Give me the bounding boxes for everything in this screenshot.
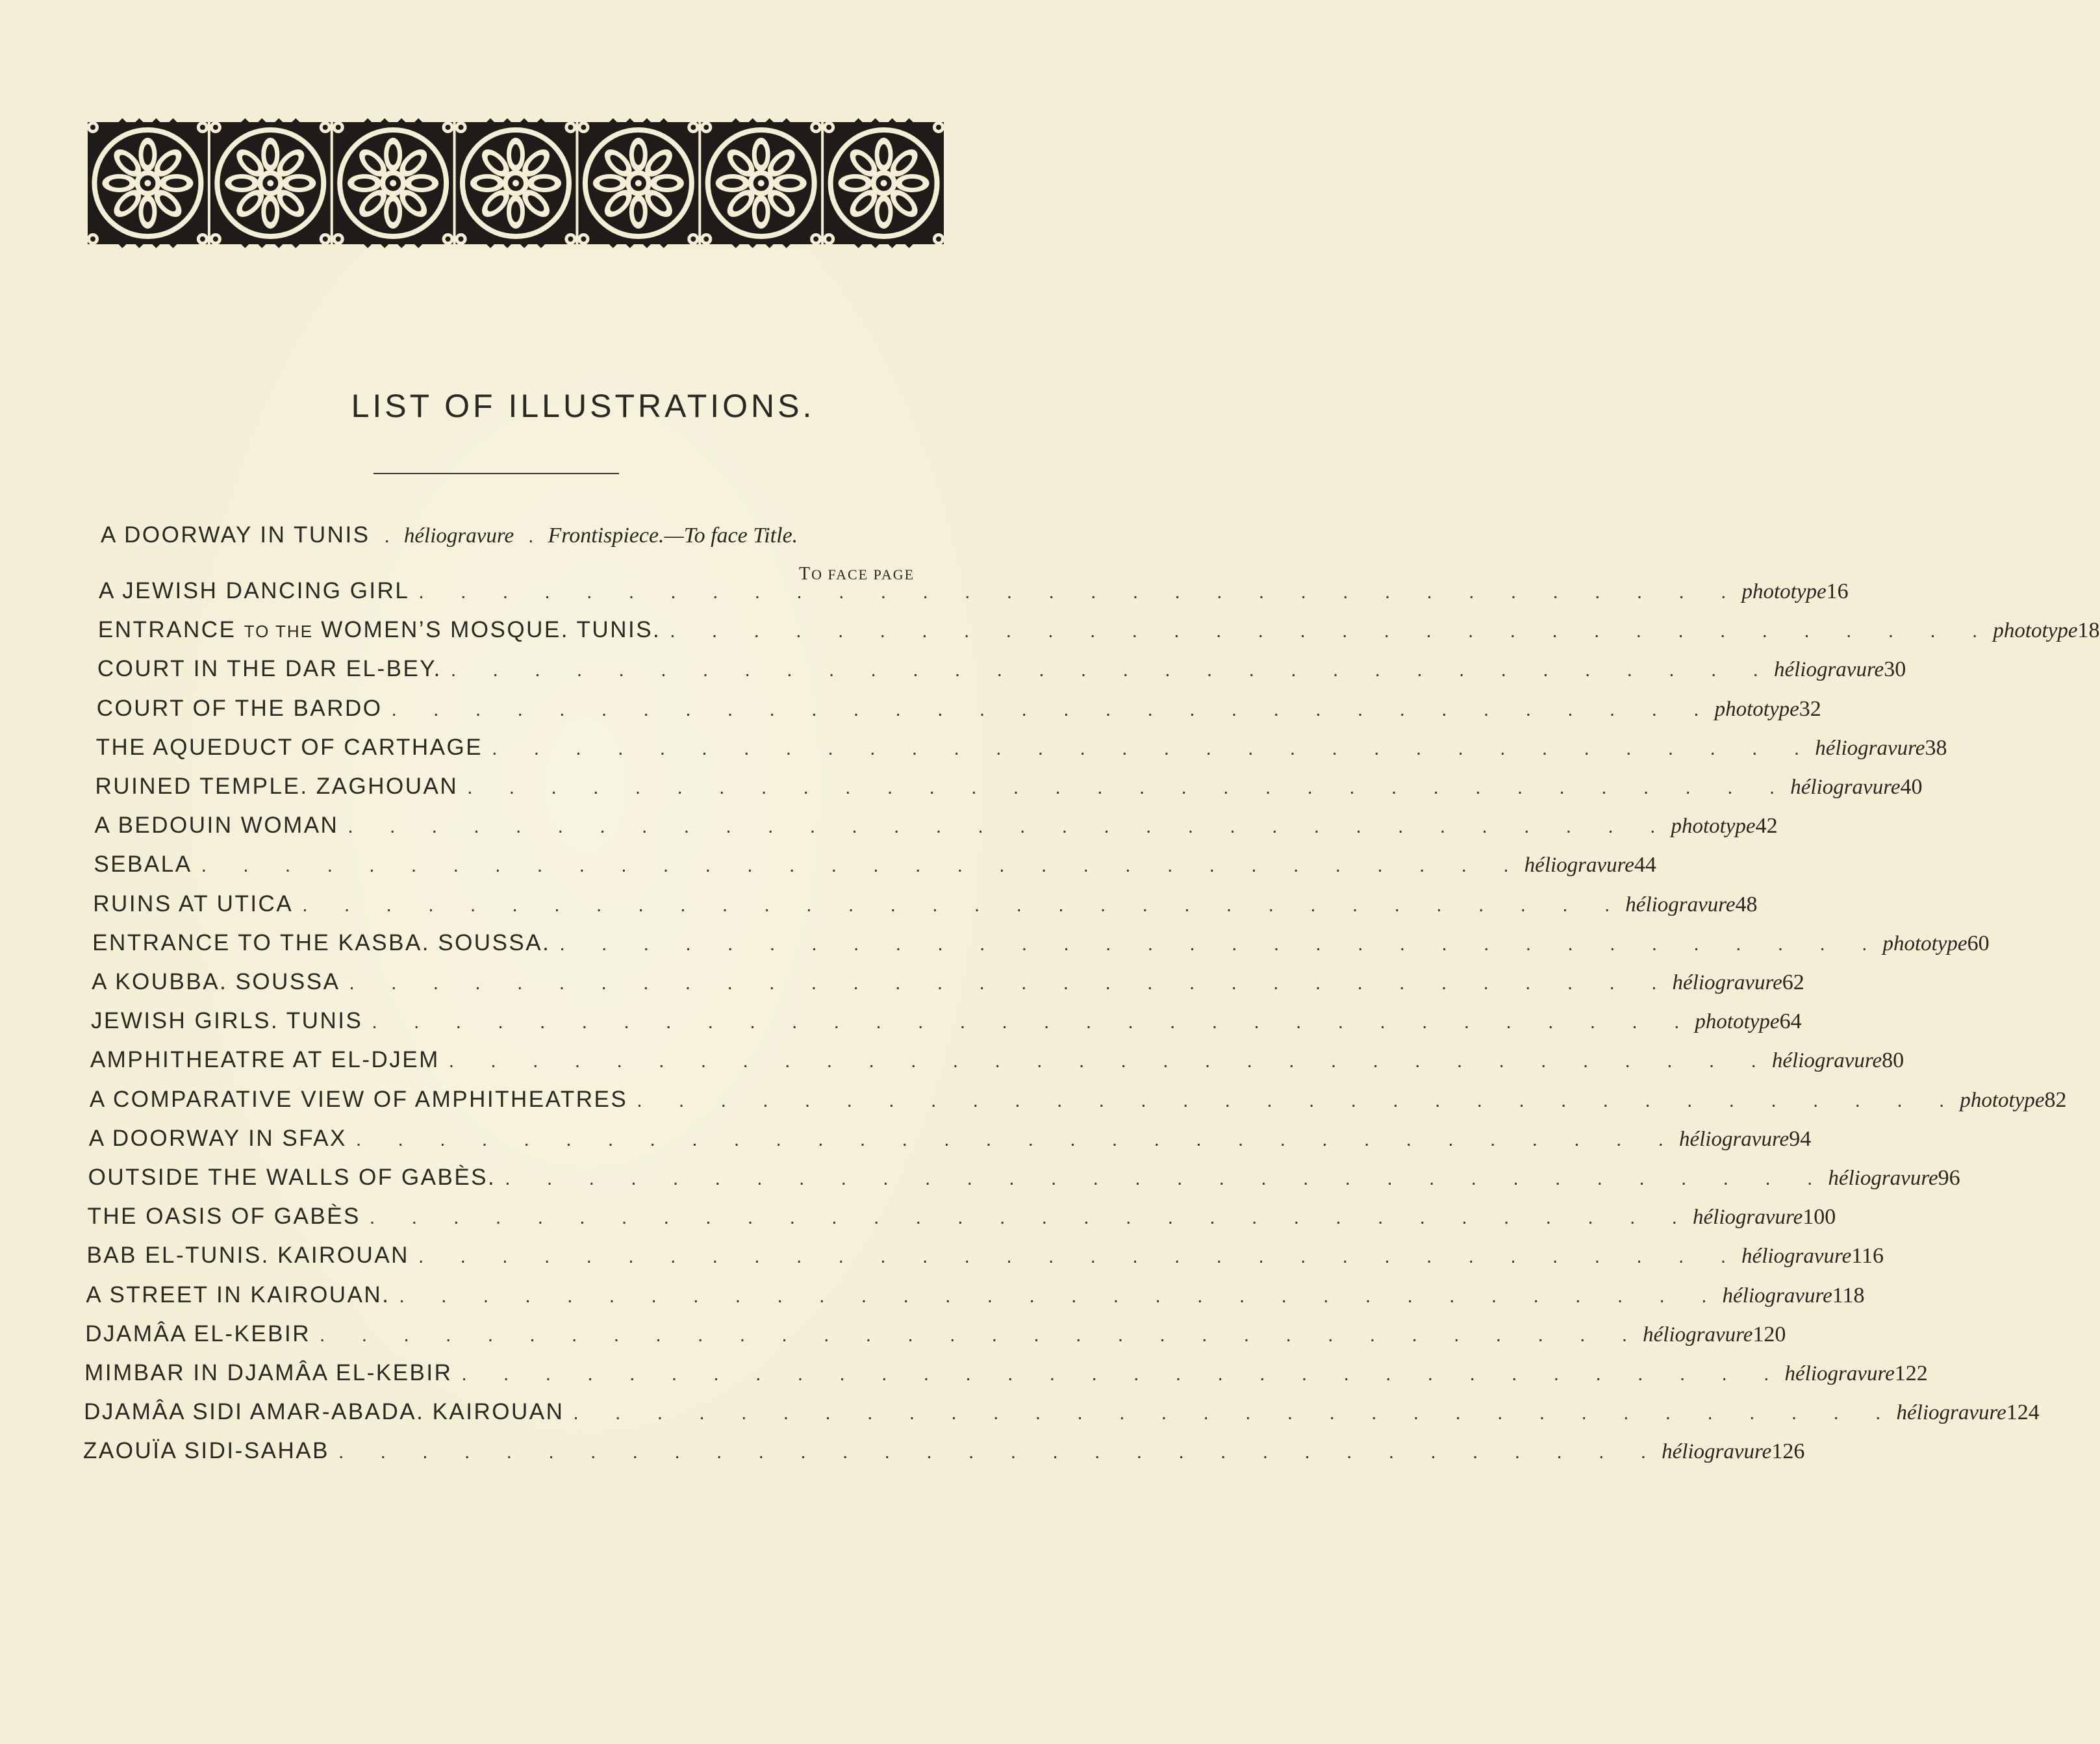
rosette-icon	[87, 118, 209, 248]
rosette-icon	[210, 118, 331, 248]
page-number: 118	[1832, 1283, 1865, 1308]
list-item	[88, 1165, 1960, 1204]
dot-leader: . . . . . . . . . . . . . . . . . . . . . . . . . . . . . . . .	[372, 1011, 1695, 1033]
dot-leader: . . . . . . . . . . . . . . . . . . . . . . . . . . . . . . . .	[391, 698, 1715, 720]
illustration-title: DJAMÂA SIDI AMAR-ABADA. KAIROUAN	[84, 1399, 564, 1425]
dot-leader: . . . . . . . . . . . . . . . . . . . . . . . . . . . . . . . .	[461, 1363, 1785, 1385]
illustration-title: DJAMÂA EL-KEBIR	[85, 1321, 311, 1346]
reproduction-process: phototype	[1960, 1088, 2045, 1112]
frontispiece-note: Frontispiece.—To face Title.	[548, 524, 798, 548]
illustration-title: THE OASIS OF GABÈS	[87, 1204, 361, 1230]
list-item	[93, 891, 1758, 930]
rosette-icon	[823, 118, 944, 248]
page-number: 38	[1925, 735, 1947, 760]
page-number: 16	[1826, 579, 1849, 603]
illustration-title: A BEDOUIN WOMAN	[94, 813, 339, 839]
illustration-title: MIMBAR IN DJAMÂA EL-KEBIR	[84, 1360, 453, 1385]
list-item	[90, 1047, 1904, 1086]
list-item	[97, 617, 2100, 656]
illustration-title: JEWISH GIRLS. TUNIS	[91, 1008, 363, 1034]
rosette-icon	[700, 118, 822, 248]
illustration-title: THE AQUEDUCT OF CARTHAGE	[95, 734, 483, 760]
page-number: 124	[2006, 1400, 2040, 1425]
page-number: 82	[2044, 1087, 2067, 1112]
illustration-title: RUINED TEMPLE. ZAGHOUAN	[95, 774, 459, 799]
page-number: 100	[1803, 1205, 1836, 1230]
dot-leader: . . . . . . . . . . . . . . . . . . . . . . . . . . . . . . . .	[559, 933, 1883, 955]
illustration-title: ENTRANCE TO THE KASBA. SOUSSA.	[92, 929, 551, 955]
rosette-icon	[455, 118, 577, 248]
illustration-title: COURT OF THE BARDO	[96, 695, 383, 721]
dot-leader: . . . . . . . . . . . . . . . . . . . . . . . . . . . . . . . .	[492, 737, 1815, 759]
page-number: 30	[1884, 657, 1906, 682]
dot-leader: . . . . . . . . . . . . . . . . . . . . . . . . . . . . . . . .	[418, 581, 1742, 603]
illustration-title: A JEWISH DANCING GIRL	[99, 578, 410, 603]
page-number: 60	[1967, 931, 1990, 955]
frontispiece-process: héliogravure	[403, 524, 514, 548]
list-item	[83, 1438, 1805, 1477]
page-number: 42	[1755, 814, 1778, 839]
frontispiece-name: A DOORWAY IN TUNIS	[101, 522, 370, 548]
dot-leader: . . . . . . . . . . . . . . . . . . . . . . . . . . . . . . . .	[355, 1128, 1679, 1150]
dot-leader: . . . . . . . . . . . . . . . . . . . . . . . . . . . . . . . .	[201, 855, 1524, 877]
page-number: 32	[1799, 696, 1821, 721]
reproduction-process: héliogravure	[1815, 736, 1925, 760]
page-number: 116	[1851, 1244, 1884, 1269]
dot-leader: . . . . . . . . . . . . . . . . . . . . . . . . . . . . . . . .	[369, 1207, 1693, 1229]
dot-leader: . . . . . . . . . . . . . . . . . . . . . . . . . . . . . . . .	[418, 1246, 1742, 1268]
dot-leader: . . . . . . . . . . . . . . . . . . . . . . . . . . . . . . . .	[637, 1089, 1960, 1111]
list-item	[94, 852, 1656, 891]
illustration-title: A COMPARATIVE VIEW OF AMPHITHEATRES	[89, 1086, 628, 1112]
illustration-title	[98, 617, 661, 643]
dot-leader: . . . . . . . . . . . . . . . . . . . . . . . . . . . . . . . .	[467, 777, 1791, 798]
list-item	[99, 578, 1849, 617]
ornamental-header-band	[86, 118, 945, 248]
reproduction-process: héliogravure	[1828, 1167, 1938, 1190]
rosette-icon	[333, 118, 454, 248]
list-item	[86, 1282, 1865, 1321]
illustration-title: A DOORWAY IN SFAX	[88, 1125, 347, 1151]
dot-leader: . . . . . . . . . . . . . . . . . . . . . . . . . . . . . . . .	[349, 972, 1673, 994]
list-item	[91, 1008, 1802, 1047]
reproduction-process: phototype	[1882, 931, 1967, 955]
page-number: 62	[1782, 970, 1804, 994]
reproduction-process: héliogravure	[1524, 853, 1634, 878]
illustration-title: ZAOUÏA SIDI-SAHAB	[83, 1438, 329, 1464]
page-number: 126	[1771, 1439, 1805, 1464]
reproduction-process: héliogravure	[1896, 1401, 2006, 1425]
reproduction-process: phototype	[1695, 1010, 1780, 1034]
list-item	[84, 1399, 2040, 1438]
illustration-title: BAB EL-TUNIS. KAIROUAN	[86, 1243, 409, 1269]
illustration-title: RUINS AT UTICA	[93, 891, 294, 916]
list-item	[94, 813, 1778, 852]
dot-leader: . . . . . . . . . . . . . . . . . . . . . . . . . . . . . . . .	[338, 1441, 1662, 1463]
list-item	[84, 1360, 1928, 1399]
page-number: 122	[1894, 1361, 1928, 1385]
illustration-title-part: TO THE	[244, 622, 314, 642]
reproduction-process: héliogravure	[1643, 1322, 1753, 1346]
reproduction-process: héliogravure	[1672, 971, 1782, 994]
list-item	[96, 695, 1821, 735]
reproduction-process: héliogravure	[1662, 1440, 1772, 1464]
dot-leader: . . . . . . . . . . . . . . . . . . . . . . . . . . . . . . . .	[448, 1050, 1772, 1072]
page-number: 44	[1634, 853, 1656, 878]
list-item	[88, 1125, 1812, 1165]
column-header-rest: O FACE PAGE	[811, 566, 915, 583]
page-number: 94	[1789, 1126, 1812, 1151]
frontispiece-entry	[101, 522, 926, 548]
dot-leader: . . . . . . . . . . . . . . . . . . . . . . . . . . . . . . . .	[573, 1402, 1897, 1424]
illustration-title-part: ENTRANCE	[97, 617, 244, 643]
list-item	[95, 774, 1923, 813]
list-item	[86, 1243, 1884, 1282]
list-item	[92, 969, 1804, 1008]
page-title: LIST OF ILLUSTRATIONS.	[351, 388, 815, 424]
dot-leader: . . . . . . . . . . . . . . . . . . . . . . . . . . . . . . . .	[670, 620, 1993, 642]
list-item	[92, 929, 1990, 969]
separator-dot: .	[528, 525, 534, 547]
illustration-title: SEBALA	[94, 852, 192, 878]
dot-leader: . . . . . . . . . . . . . . . . . . . . . . . . . . . . . . . .	[505, 1168, 1828, 1189]
illustration-title: A KOUBBA. SOUSSA	[92, 969, 340, 994]
reproduction-process: héliogravure	[1693, 1206, 1803, 1230]
reproduction-process: héliogravure	[1741, 1245, 1852, 1269]
list-item	[87, 1204, 1836, 1243]
page-number: 64	[1779, 1009, 1802, 1034]
reproduction-process: héliogravure	[1771, 1049, 1882, 1073]
page-number: 18	[2077, 618, 2100, 643]
column-header-initial: T	[799, 564, 812, 584]
list-item	[97, 656, 1906, 695]
page-number: 120	[1752, 1322, 1786, 1346]
reproduction-process: phototype	[1993, 619, 2078, 643]
list-item	[95, 734, 1947, 774]
page-number: 48	[1735, 892, 1758, 916]
title-rule	[373, 473, 619, 474]
illustration-title-part: WOMEN’S MOSQUE. TUNIS.	[313, 617, 661, 643]
reproduction-process: phototype	[1714, 697, 1799, 721]
reproduction-process: héliogravure	[1722, 1283, 1832, 1308]
page-number: 40	[1900, 775, 1923, 799]
page-number: 80	[1882, 1048, 1904, 1073]
reproduction-process: héliogravure	[1678, 1127, 1790, 1151]
reproduction-process: phototype	[1741, 580, 1827, 603]
illustration-title: A STREET IN KAIROUAN.	[86, 1282, 390, 1308]
dot-leader: . . . . . . . . . . . . . . . . . . . . . . . . . . . . . . . .	[320, 1324, 1643, 1346]
illustration-title: AMPHITHEATRE AT EL-DJEM	[90, 1047, 440, 1073]
illustration-title: OUTSIDE THE WALLS OF GABÈS.	[88, 1165, 496, 1190]
dot-leader: . . . . . . . . . . . . . . . . . . . . . . . . . . . . . . . .	[348, 816, 1671, 838]
reproduction-process: héliogravure	[1625, 892, 1736, 916]
separator-dot: .	[384, 525, 390, 547]
rosette-icon	[577, 118, 699, 248]
list-item	[89, 1086, 2067, 1126]
reproduction-process: héliogravure	[1790, 776, 1901, 799]
dot-leader: . . . . . . . . . . . . . . . . . . . . . . . . . . . . . . . .	[450, 659, 1774, 681]
dot-leader: . . . . . . . . . . . . . . . . . . . . . . . . . . . . . . . .	[302, 894, 1626, 916]
reproduction-process: phototype	[1671, 815, 1756, 839]
illustration-title: COURT IN THE DAR EL-BEY.	[97, 656, 442, 682]
dot-leader: . . . . . . . . . . . . . . . . . . . . . . . . . . . . . . . .	[399, 1285, 1723, 1307]
reproduction-process: héliogravure	[1784, 1362, 1895, 1385]
reproduction-process: héliogravure	[1773, 658, 1884, 682]
page-number: 96	[1938, 1166, 1960, 1190]
list-item	[85, 1321, 1786, 1360]
